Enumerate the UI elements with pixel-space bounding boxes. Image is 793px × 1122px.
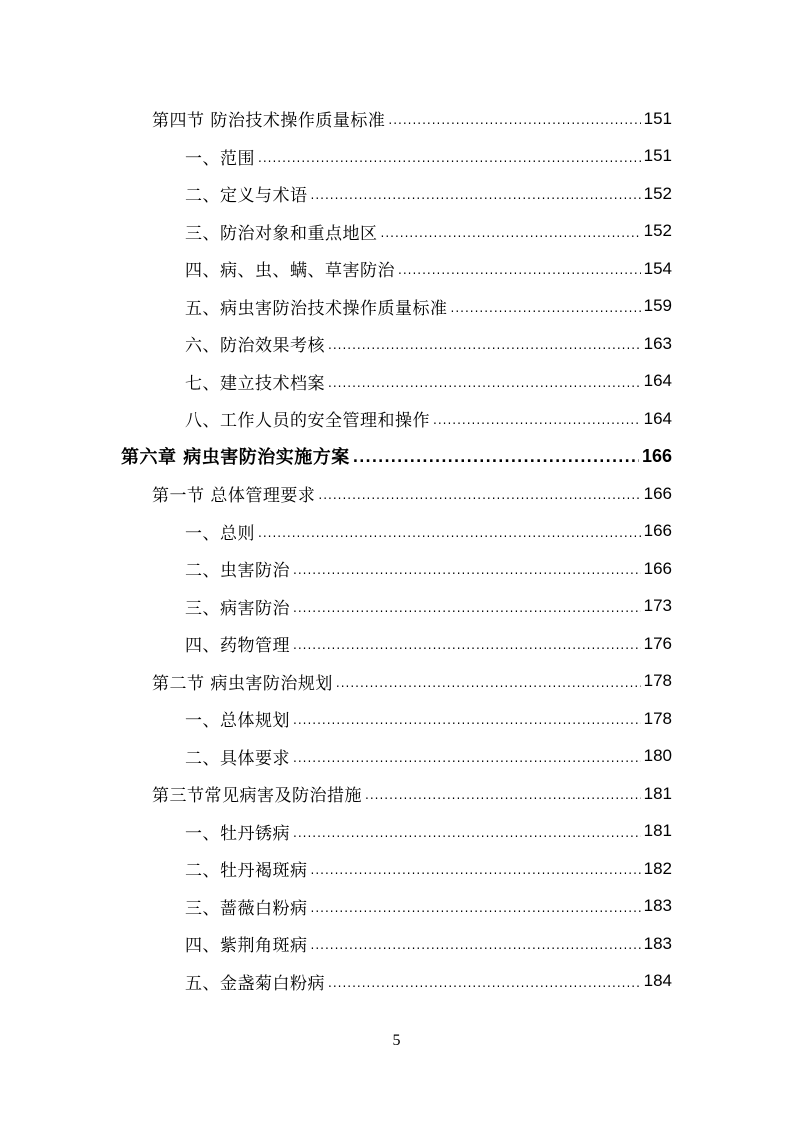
toc-entry-page: 181 <box>643 821 672 840</box>
toc-entry-title: 三、病害防治 <box>185 598 290 619</box>
toc-entry[interactable] <box>185 963 672 1000</box>
toc-dot-leader <box>293 824 641 841</box>
toc-entry-page: 180 <box>643 746 672 765</box>
toc-entry[interactable] <box>185 138 672 175</box>
toc-chapter-entry[interactable] <box>121 438 672 475</box>
toc-entry[interactable] <box>152 775 672 812</box>
toc-entry-title: 第一节 总体管理要求 <box>152 486 316 506</box>
toc-entry[interactable] <box>185 250 672 287</box>
toc-entry-title: 三、防治对象和重点地区 <box>185 223 378 244</box>
toc-entry-title: 一、总则 <box>185 523 255 544</box>
toc-entry-page: 182 <box>643 858 672 878</box>
toc-entry-page: 183 <box>643 896 672 915</box>
toc-entry-page: 166 <box>641 445 672 466</box>
toc-dot-leader <box>293 636 641 653</box>
toc-dot-leader <box>318 486 640 503</box>
toc-entry[interactable] <box>185 550 672 587</box>
toc-entry[interactable] <box>185 850 672 887</box>
toc-dot-leader <box>381 224 641 241</box>
toc-dot-leader <box>328 374 641 391</box>
toc-dot-leader <box>433 411 641 428</box>
toc-dot-leader <box>311 861 641 878</box>
toc-entry[interactable] <box>185 213 672 250</box>
toc-entry-page: 163 <box>643 333 672 353</box>
toc-entry-title: 一、总体规划 <box>185 711 290 731</box>
toc-entry-title: 七、建立技术档案 <box>185 373 325 394</box>
toc-entry-title: 二、定义与术语 <box>185 186 308 206</box>
toc-dot-leader <box>293 711 641 728</box>
toc-entry-page: 151 <box>643 146 672 165</box>
toc-dot-leader <box>365 786 641 803</box>
toc-entry-page: 152 <box>643 221 672 240</box>
toc-entry[interactable] <box>152 475 672 512</box>
toc-entry-title: 六、防治效果考核 <box>185 336 325 356</box>
toc-entry-page: 166 <box>643 521 672 540</box>
toc-entry-title: 五、金盏菊白粉病 <box>185 973 325 994</box>
toc-entry[interactable] <box>185 700 672 737</box>
toc-entry-page: 159 <box>643 296 672 315</box>
toc-entry-page: 173 <box>643 596 672 615</box>
toc-dot-leader <box>353 448 639 466</box>
toc-dot-leader <box>258 149 641 166</box>
toc-entry-page: 178 <box>643 708 672 728</box>
toc-entry[interactable] <box>185 813 672 850</box>
toc-dot-leader <box>398 261 641 278</box>
toc-entry-title: 二、牡丹褐斑病 <box>185 861 308 881</box>
toc-entry-title: 四、病、虫、螨、草害防治 <box>185 261 395 281</box>
toc-entry-title: 二、具体要求 <box>185 748 290 769</box>
toc-entry[interactable] <box>185 738 672 775</box>
toc-entry[interactable] <box>185 513 672 550</box>
toc-entry[interactable] <box>185 288 672 325</box>
toc-entry-page: 178 <box>643 671 672 690</box>
toc-entry-page: 152 <box>643 183 672 203</box>
toc-dot-leader <box>451 299 641 316</box>
toc-entry-page: 184 <box>643 971 672 990</box>
toc-entry-title: 一、范围 <box>185 148 255 169</box>
toc-dot-leader <box>258 524 641 541</box>
toc-entry-page: 166 <box>643 558 672 578</box>
toc-entry-page: 154 <box>643 258 672 278</box>
toc-entry-page: 181 <box>643 783 672 803</box>
toc-entry-title: 三、蔷薇白粉病 <box>185 898 308 919</box>
toc-dot-leader <box>311 936 641 953</box>
toc-entry-page: 183 <box>643 933 672 953</box>
toc-entry[interactable] <box>152 663 672 700</box>
toc-dot-leader <box>293 749 641 766</box>
toc-dot-leader <box>293 561 641 578</box>
toc-entry-title: 一、牡丹锈病 <box>185 823 290 844</box>
toc-entry-page: 151 <box>643 108 672 128</box>
toc-dot-leader <box>328 336 641 353</box>
toc-dot-leader <box>328 974 641 991</box>
toc-entry[interactable] <box>185 588 672 625</box>
toc-entry[interactable] <box>185 363 672 400</box>
toc-entry[interactable] <box>185 400 672 437</box>
toc-dot-leader <box>311 899 641 916</box>
toc-entry[interactable] <box>152 100 672 137</box>
toc-entry[interactable] <box>185 625 672 662</box>
toc-entry-title: 第二节 病虫害防治规划 <box>152 673 333 694</box>
toc-entry-title: 四、紫荆角斑病 <box>185 936 308 956</box>
toc-dot-leader <box>336 674 641 691</box>
toc-entry[interactable] <box>185 325 672 362</box>
toc-dot-leader <box>388 111 640 128</box>
toc-entry-page: 164 <box>643 371 672 390</box>
page-number: 5 <box>392 1032 401 1049</box>
toc-entry[interactable] <box>185 888 672 925</box>
toc-dot-leader <box>293 599 641 616</box>
toc-entry-page: 166 <box>643 483 672 503</box>
toc-entry-page: 164 <box>643 408 672 428</box>
toc-dot-leader <box>311 186 641 203</box>
toc-entry-title: 四、药物管理 <box>185 636 290 656</box>
toc-entry-title: 第六章 病虫害防治实施方案 <box>121 447 350 468</box>
toc-entry-title: 五、病虫害防治技术操作质量标准 <box>185 298 448 319</box>
toc-entry[interactable] <box>185 175 672 212</box>
toc-entry-page: 176 <box>643 633 672 653</box>
toc-entry-title: 第三节常见病害及防治措施 <box>152 786 362 806</box>
toc-entry-title: 二、虫害防治 <box>185 561 290 581</box>
toc-entry[interactable] <box>185 925 672 962</box>
toc-entry-title: 八、工作人员的安全管理和操作 <box>185 411 430 431</box>
toc-entry-title: 第四节 防治技术操作质量标准 <box>152 111 386 131</box>
